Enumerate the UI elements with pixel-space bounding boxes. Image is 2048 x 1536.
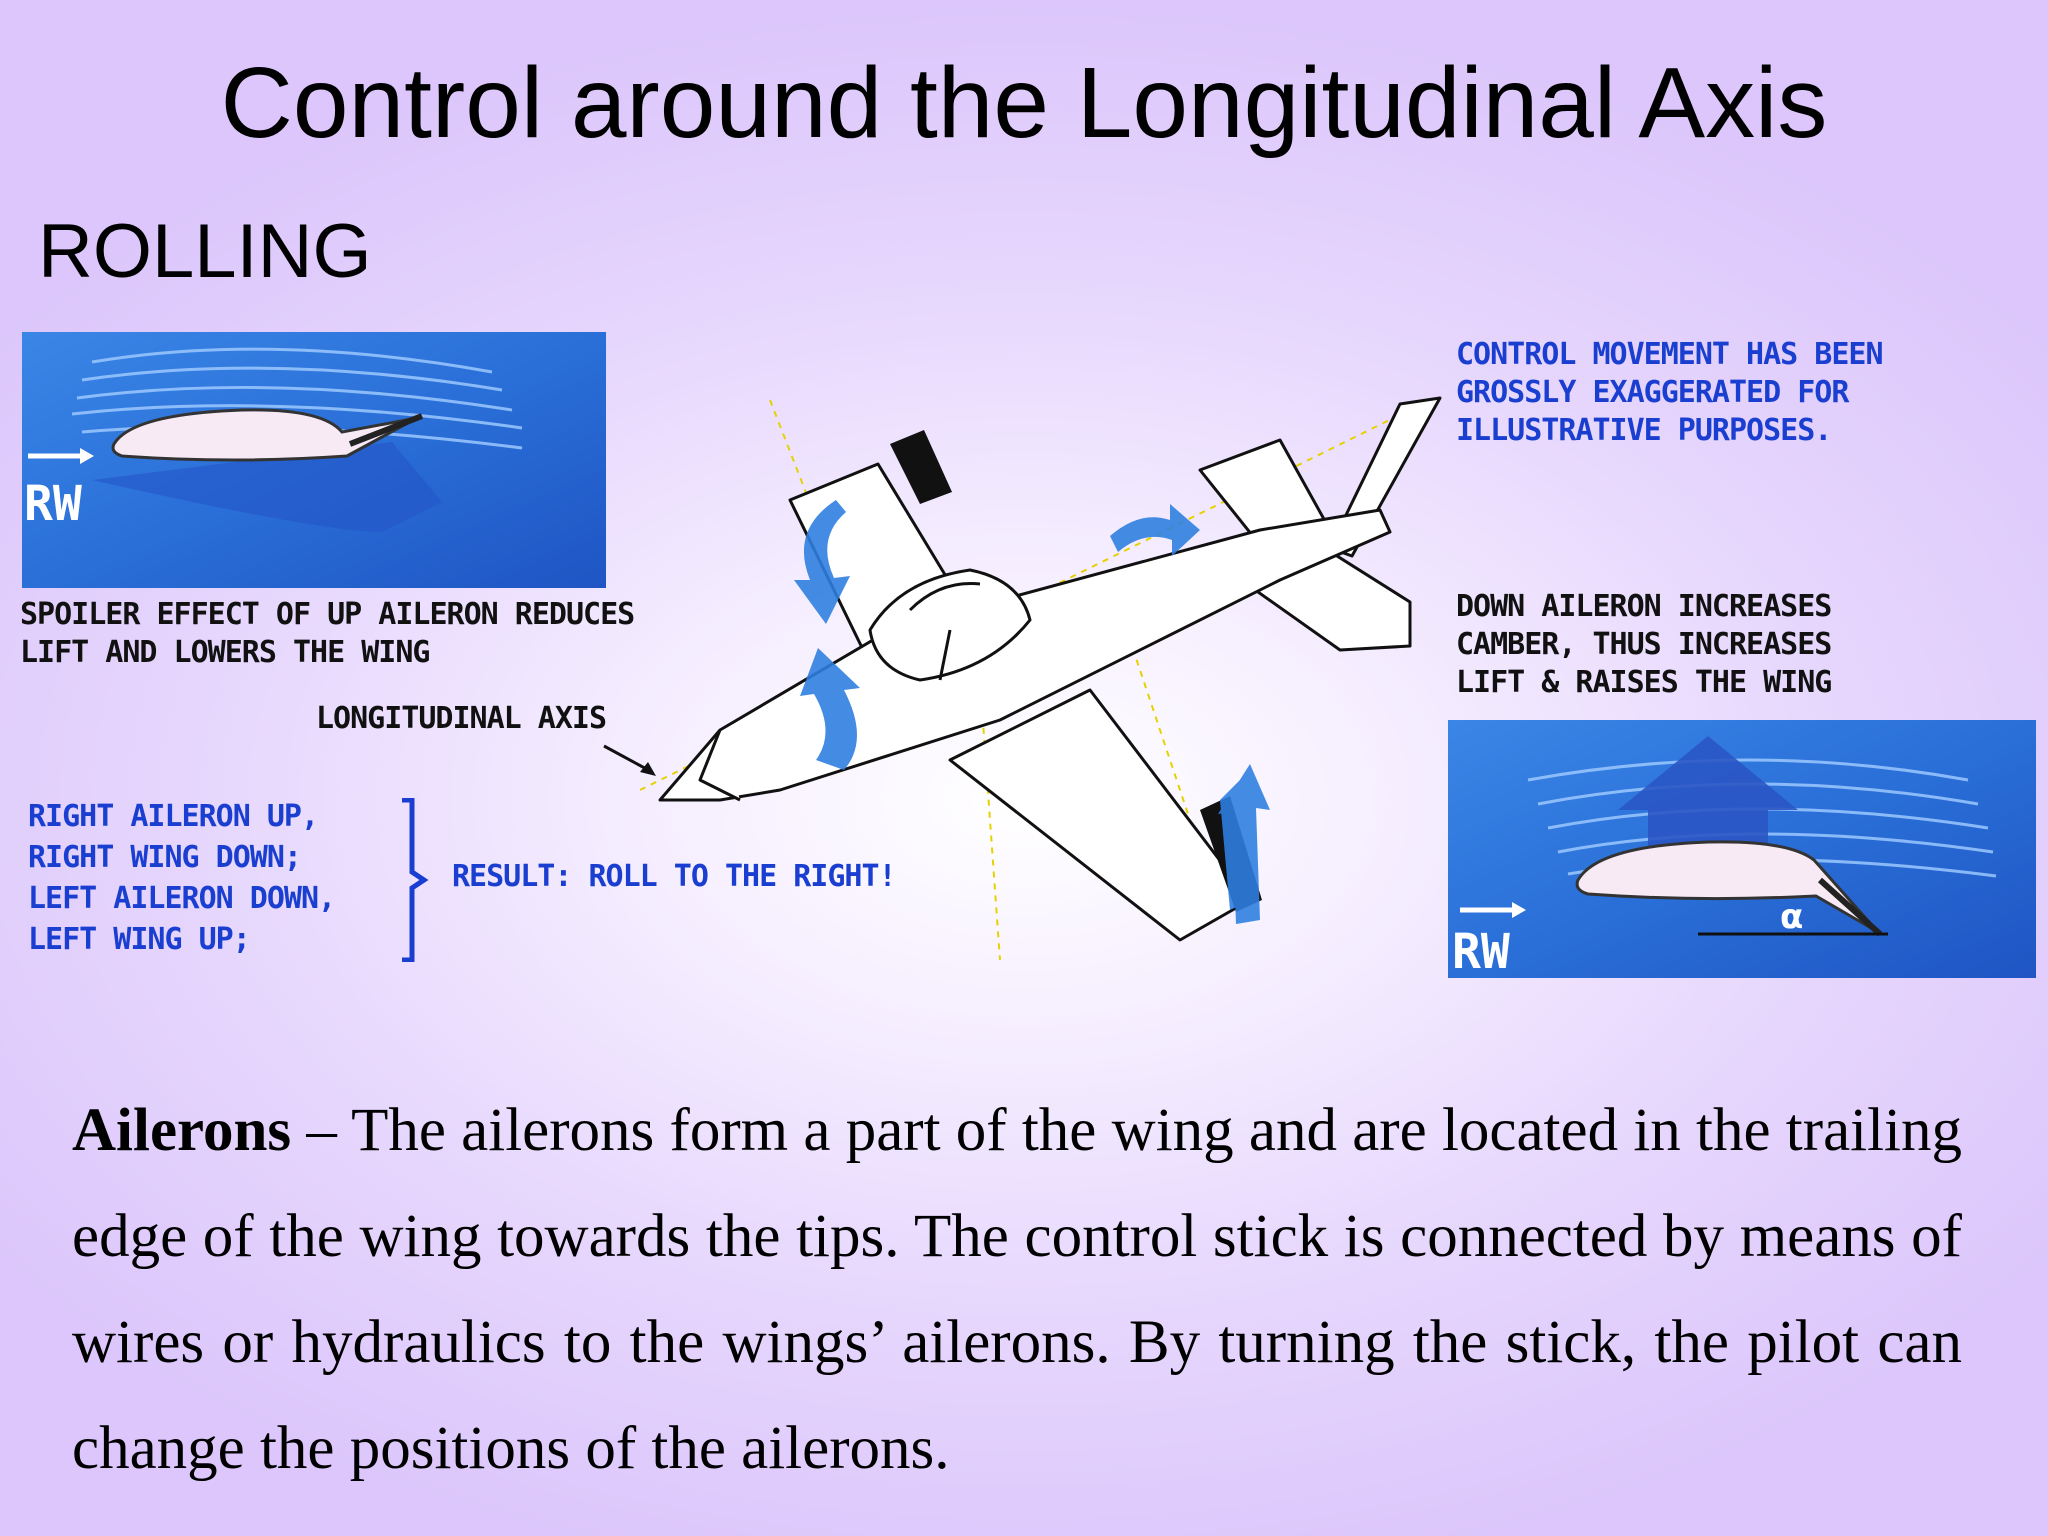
exaggeration-note-line: GROSSLY EXAGGERATED FOR — [1456, 375, 1849, 410]
down-aileron-caption — [1456, 588, 1831, 702]
up-aileron-airfoil-panel — [22, 332, 606, 588]
condition-item: RIGHT WING DOWN; — [28, 840, 301, 875]
down-panel-rw-label: RW — [1452, 924, 1510, 978]
condition-item: LEFT WING UP; — [28, 922, 250, 957]
slide-subtitle: ROLLING — [38, 209, 372, 294]
roll-result: RESULT: ROLL TO THE RIGHT! — [452, 859, 896, 894]
exaggeration-note-line: ILLUSTRATIVE PURPOSES. — [1456, 413, 1832, 448]
down-aileron-caption-line: DOWN AILERON INCREASES — [1456, 589, 1832, 624]
condition-item: LEFT AILERON DOWN, — [28, 881, 336, 916]
airplane-roll-illustration — [640, 380, 1460, 980]
paragraph-term: Ailerons — [72, 1097, 292, 1164]
exaggeration-note-line: CONTROL MOVEMENT HAS BEEN — [1456, 337, 1883, 372]
ailerons-paragraph — [72, 1078, 1962, 1502]
spoiler-caption-line: SPOILER EFFECT OF UP AILERON REDUCES — [20, 597, 635, 632]
down-aileron-caption-line: CAMBER, THUS INCREASES — [1456, 627, 1832, 662]
alpha-symbol: α — [1780, 897, 1804, 937]
slide-title: Control around the Longitudinal Axis — [220, 47, 1828, 159]
paragraph-body: – The ailerons form a part of the wing and are located in the trailing edge of the wing towards the tips. The control stick is connected by means of wires or hydraulics to the wings’ ailerons. By turning the stick, the pilot can change the positions of the ailerons. — [72, 1097, 1962, 1482]
up-panel-rw-label: RW — [24, 476, 82, 532]
down-aileron-caption-line: LIFT & RAISES THE WING — [1456, 665, 1832, 700]
longitudinal-axis-label: LONGITUDINAL AXIS — [316, 701, 607, 736]
roll-conditions-list — [28, 796, 335, 960]
down-aileron-airfoil-panel — [1448, 720, 2036, 978]
spoiler-caption-line: LIFT AND LOWERS THE WING — [20, 635, 430, 670]
exaggeration-note — [1456, 336, 1883, 450]
conditions-brace — [400, 798, 430, 962]
spoiler-caption — [20, 596, 634, 672]
condition-item: RIGHT AILERON UP, — [28, 799, 319, 834]
